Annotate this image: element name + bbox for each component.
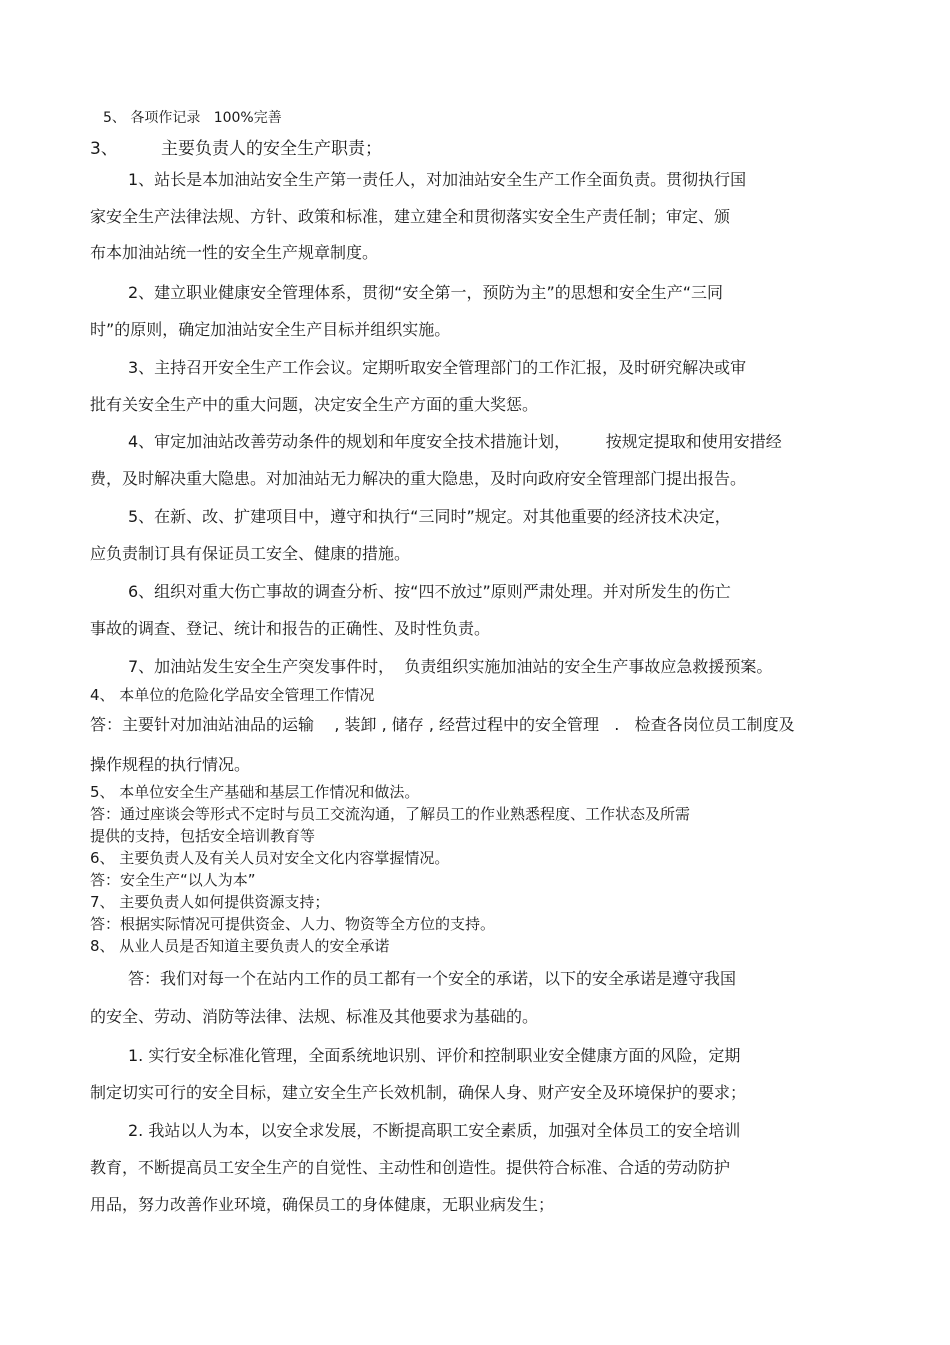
duty-4-line-1: 4、审定加油站改善劳动条件的规划和年度安全技术措施计划， 按规定提取和使用安措经 [128,432,782,451]
commitment-2-line-3: 用品，努力改善作业环境，确保员工的身体健康，无职业病发生； [90,1195,555,1214]
duty-3-line-1: 3、主持召开安全生产工作会议。定期听取安全管理部门的工作汇报，及时研究解决或审 [128,358,747,377]
section-7-answer: 答：根据实际情况可提供资金、人力、物资等全方位的支持。 [90,915,496,933]
commitment-1-line-1: 1. 实行安全标准化管理，全面系统地识别、评价和控制职业安全健康方面的风险，定期 [128,1046,741,1065]
section-4-heading: 4、 本单位的危险化学品安全管理工作情况 [90,686,375,704]
section-8-heading: 8、 从业人员是否知道主要负责人的安全承诺 [90,937,390,955]
section-5-heading: 5、 本单位安全生产基础和基层工作情况和做法。 [90,783,420,801]
section-7-heading: 7、 主要负责人如何提供资源支持； [90,893,330,911]
section-8-answer-line-1: 答：我们对每一个在站内工作的员工都有一个安全的承诺，以下的安全承诺是遵守我国 [128,969,737,988]
section-4-answer-line-2: 操作规程的执行情况。 [90,755,251,774]
duty-1-line-3: 布本加油站统一性的安全生产规章制度。 [90,243,379,262]
duty-3-line-2: 批有关安全生产中的重大问题，决定安全生产方面的重大奖惩。 [90,395,539,414]
section-6-heading: 6、 主要负责人及有关人员对安全文化内容掌握情况。 [90,849,450,867]
record-item-5: 5、 各项作记录 100%完善 [103,110,282,126]
duty-2-line-2: 时”的原则，确定加油站安全生产目标并组织实施。 [90,320,451,339]
commitment-2-line-1: 2. 我站以人为本，以安全求发展，不断提高职工安全素质，加强对全体员工的安全培训 [128,1121,741,1140]
section-3-heading: 3、 主要负责人的安全生产职责； [90,139,383,159]
duty-1-line-2: 家安全生产法律法规、方针、政策和标准，建立建全和贯彻落实安全生产责任制；审定、颁 [90,207,731,226]
duty-5-line-2: 应负责制订具有保证员工安全、健康的措施。 [90,544,411,563]
commitment-1-line-2: 制定切实可行的安全目标，建立安全生产长效机制，确保人身、财产安全及环境保护的要求； [90,1083,747,1102]
duty-7-line-1: 7、加油站发生安全生产突发事件时， 负责组织实施加油站的安全生产事故应急救援预案。 [128,657,773,676]
section-4-answer-line-1: 答：主要针对加油站油品的运输 , 装卸 , 储存 , 经营过程中的安全管理 . 检查各岗位员工制度及 [90,715,795,734]
duty-2-line-1: 2、建立职业健康安全管理体系，贯彻“安全第一，预防为主”的思想和安全生产“三同 [128,283,724,302]
duty-4-line-2: 费，及时解决重大隐患。对加油站无力解决的重大隐患，及时向政府安全管理部门提出报告。 [90,469,747,488]
section-8-answer-line-2: 的安全、劳动、消防等法律、法规、标准及其他要求为基础的。 [90,1007,539,1026]
duty-6-line-2: 事故的调查、登记、统计和报告的正确性、及时性负责。 [90,619,491,638]
section-5-answer-line-1: 答：通过座谈会等形式不定时与员工交流沟通，了解员工的作业熟悉程度、工作状态及所需 [90,805,691,823]
duty-6-line-1: 6、组织对重大伤亡事故的调查分析、按“四不放过”原则严肃处理。并对所发生的伤亡 [128,582,731,601]
duty-5-line-1: 5、在新、改、扩建项目中，遵守和执行“三同时”规定。对其他重要的经济技术决定， [128,507,731,526]
commitment-2-line-2: 教育，不断提高员工安全生产的自觉性、主动性和创造性。提供符合标准、合适的劳动防护 [90,1158,731,1177]
section-5-answer-line-2: 提供的支持，包括安全培训教育等 [90,827,316,845]
section-6-answer: 答：安全生产“以人为本” [90,871,256,889]
duty-1-line-1: 1、站长是本加油站安全生产第一责任人，对加油站安全生产工作全面负责。贯彻执行国 [128,170,747,189]
